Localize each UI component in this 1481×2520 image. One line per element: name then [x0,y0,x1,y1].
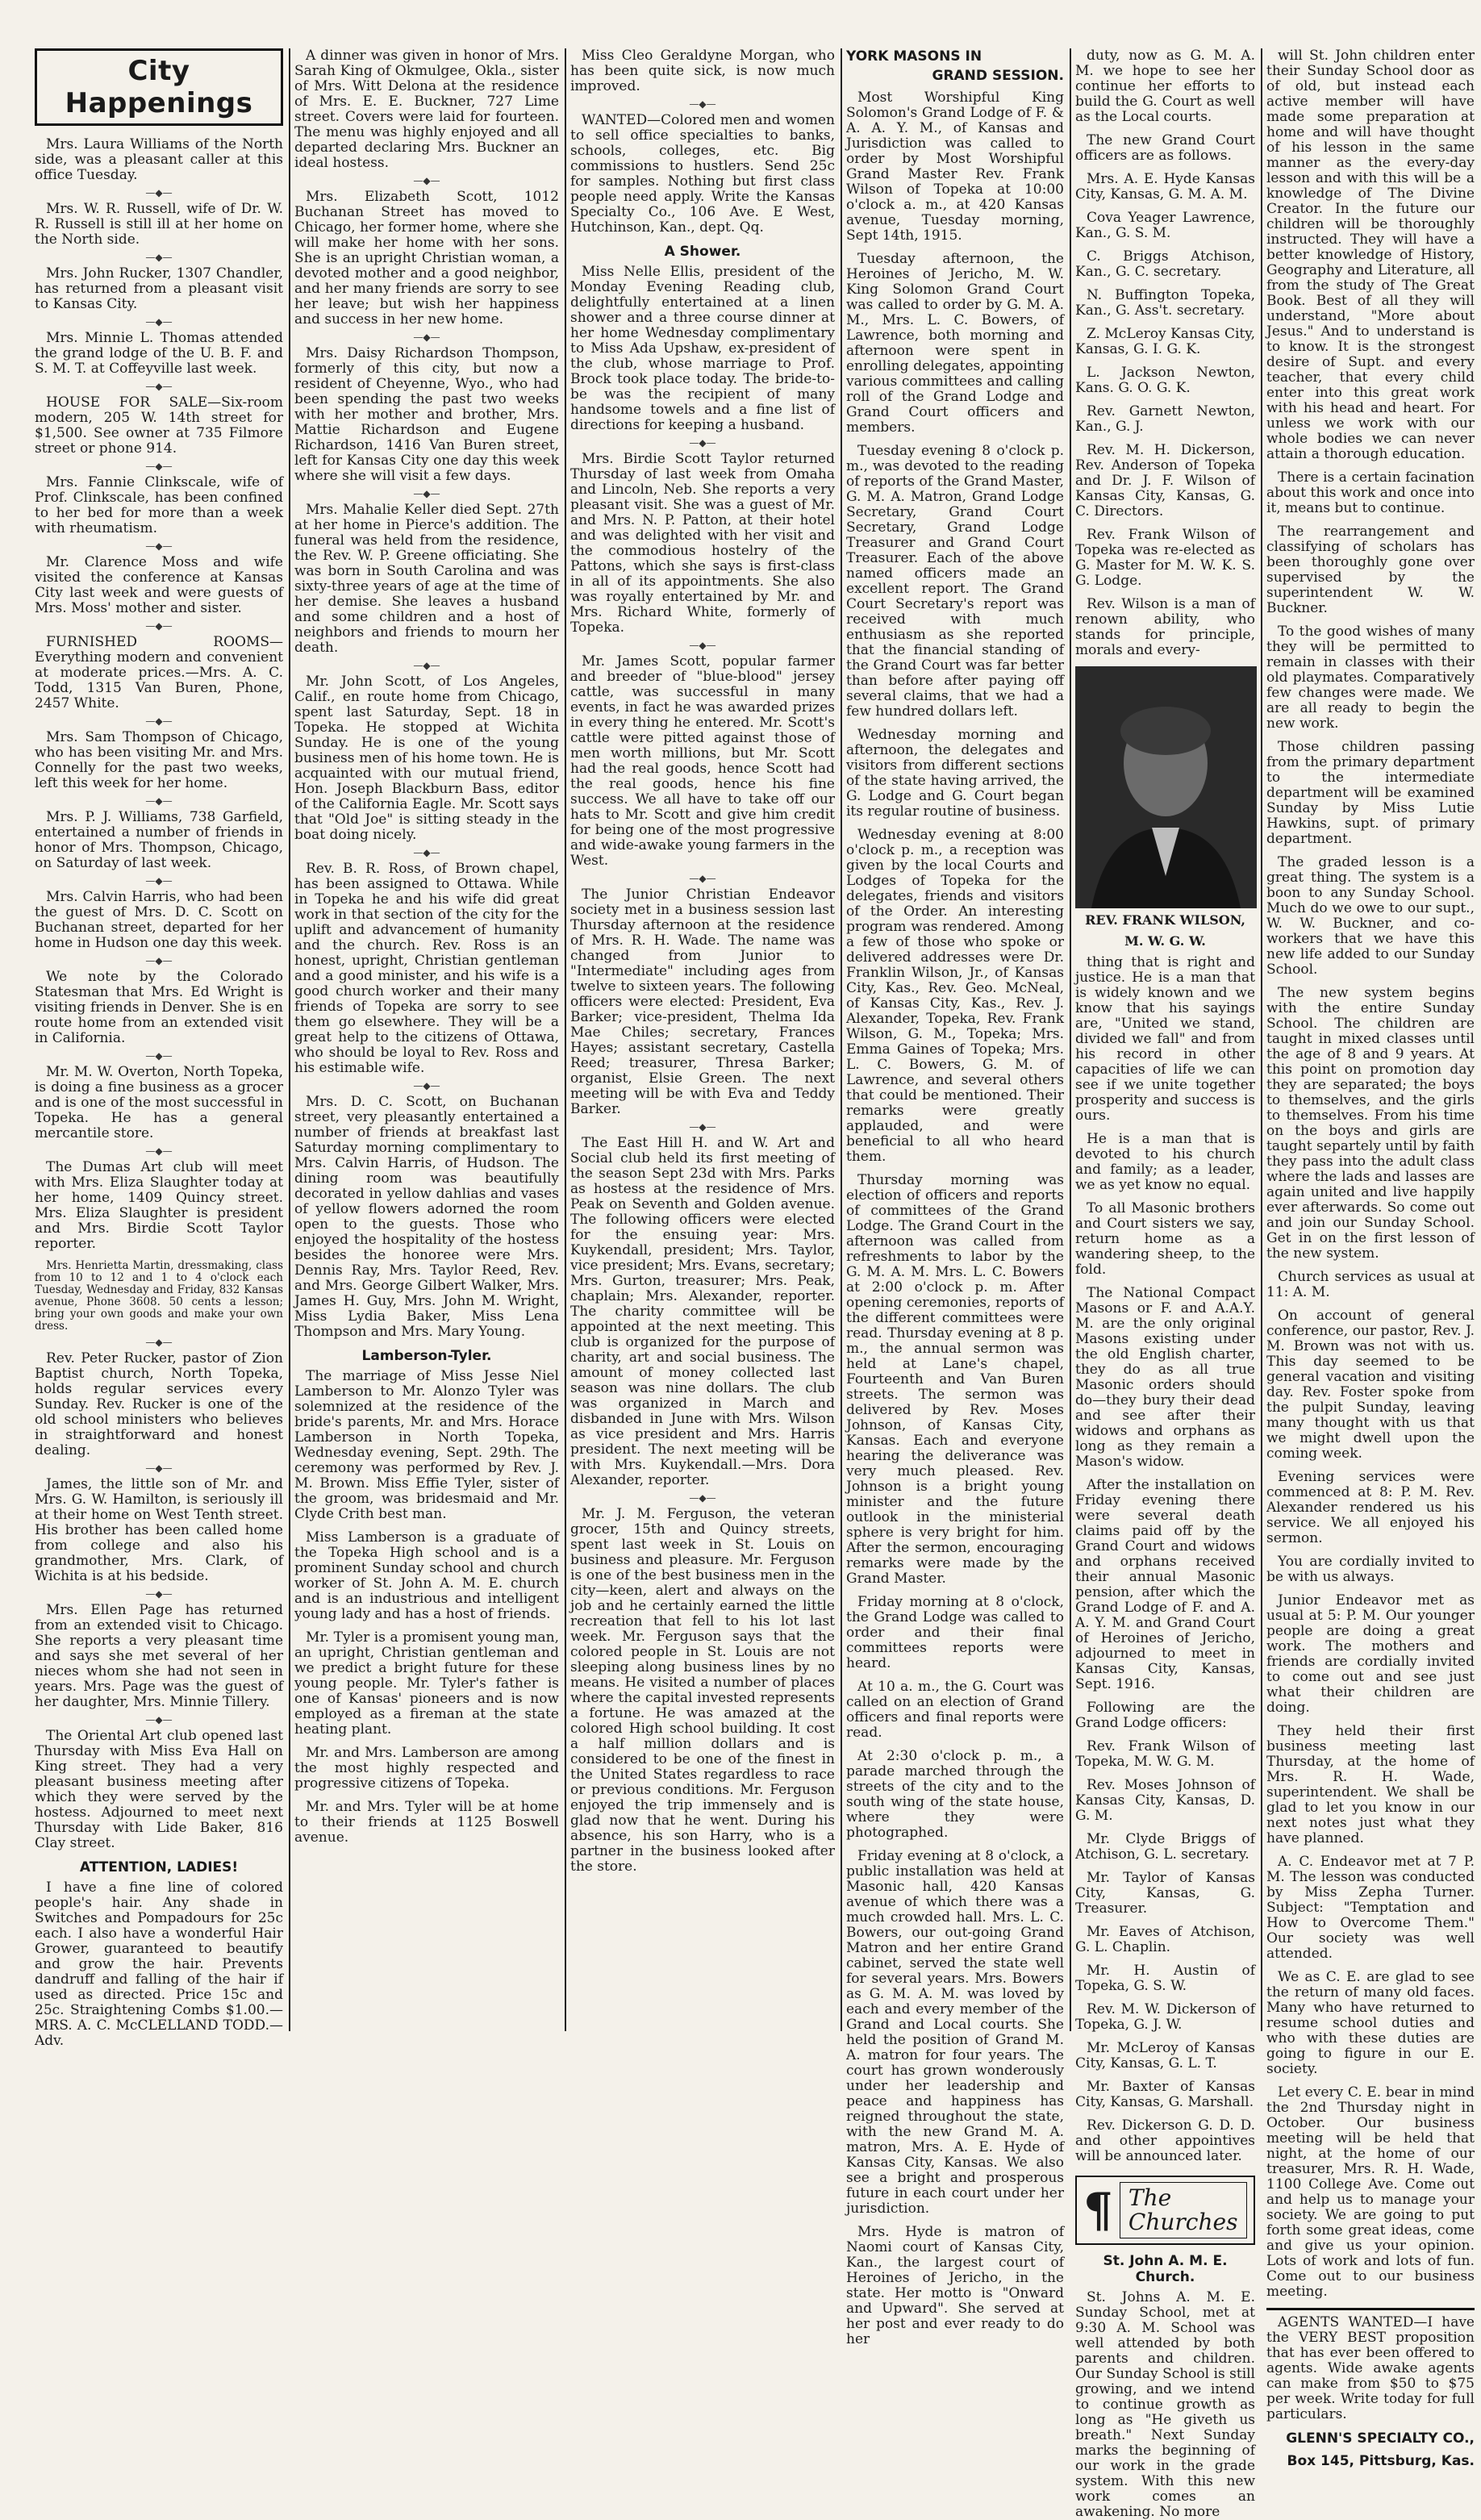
churches-label: The Churches [1120,2182,1247,2238]
article-paragraph: The marriage of Miss Jesse Niel Lamberson to Mr. Alonzo Tyler was solemnized at the residence of the bride's parents, Mr. and Mrs. Horace Lamberson in North Topeka, Wednesday evening, Sept. 29th. The ceremony was performed by Rev. J. M. Brown. Miss Effie Tyler, sister of the groom, was bridesmaid and Mr. Clyde Crith best man. [294,1368,559,1522]
article-paragraph: Mr. John Scott, of Los Angeles, Calif., en route home from Chicago, spent last Saturday, Sept. 18 in Topeka. He stopped at Wichita Sunday. He is one of the young business men of his home town. He is acquainted with our mutual friend, Hon. Joseph Blackburn Bass, editor of the California Eagle. Mr. Scott says that "Old Joe" is sitting steady in the boat doing nicely. [294,674,559,843]
article-paragraph: will St. John children enter their Sunday School door as of old, but instead each active member will have made some preparation at home and will have thought of his lesson in the same manner as the every-day lesson and with this will be a knowledge of The Divine Creator. In the future our children will be thoroughly instructed. They will have a better knowledge of History, Geography and Literature, all from the study of The Great Book. Best of all they will understand, "More about Jesus." And to understand is to know. It is the strongest desire of Supt. and every teacher, that every child enter into this great work with his head and heart. For unless we work with our whole bodies we can never attain a thorough education. [1266,48,1475,462]
article-paragraph: The new system begins with the entire Sunday School. The children are taught in mixed classes until the age of 8 and 9 years. At this point on promotion day they are separated; the boys to themselves, and the girls to themselves. From his time on the boys and girls are taught separtely until by faith they pass into the adult class where the lads and lasses are again united and live happily ever afterwards. So come out and join our Sunday School. Get in on the first lesson of the new system. [1266,985,1475,1262]
article-paragraph: Rev. Frank Wilson of Topeka, M. W. G. M. [1075,1738,1255,1770]
article-paragraph: You are cordially invited to be with us always. [1266,1554,1475,1585]
column-1-items [35,137,283,1252]
article-paragraph: Miss Nelle Ellis, president of the Monday Evening Reading club, delightfully entertained at a linen shower and a three course dinner at her home Wednesday complimentary to Miss Ada Upshaw, ex-president of the club, whose marriage to Prof. Brock took place today. The bride-to-be was the recipient of many handsome towels and a fine list of directions for keeping a husband. [570,264,835,433]
article-paragraph: A dinner was given in honor of Mrs. Sarah King of Okmulgee, Okla., sister of Mrs. Witt Delona at the residence of Mrs. E. E. Buckner, 727 Lime street. Covers were laid for fourteen. The menu was highly enjoyed and all departed declaring Mrs. Buckner an ideal hostess. [294,48,559,171]
article-paragraph: Mrs. W. R. Russell, wife of Dr. W. R. Russell is still ill at her home on the North side. [35,201,283,248]
separator: —◆— [145,540,173,552]
article-paragraph: Mrs. Daisy Richardson Thompson, formerly of this city, but now a resident of Cheyenne, Wyo., who had been spending the past two weeks with her mother and brother, Mrs. Mattie Richardson and Eugene Richardson, 1416 Van Buren street, left for Kansas City one day this week where she will visit a few days. [294,345,559,484]
column-2-items [294,48,559,1340]
article-paragraph: N. Buffington Topeka, Kan., G. Ass't. secretary. [1075,287,1255,319]
article-paragraph: WANTED—Colored men and women to sell office specialties to banks, schools, colleges, etc. Big commissions to hustlers. Send 25c for samples. Nothing but first class people need apply. Write the Kansas Specialty Co., 106 Ave. E West, Hutchinson, Kan., dept. Qq. [570,112,835,236]
article-paragraph: Mr. James Scott, popular farmer and breeder of "blue-blood" jersey cattle, was successful in many events, in fact he was awarded prizes in every thing he entered. Mr. Scott's cattle were pitted against those of men worth millions, but Mr. Scott had the real goods, hence Scott had the real goods, hence his fine success. We all have to take off our hats to Mr. Scott and give him credit for being one of the most progressive and wide-awake young farmers in the West. [570,653,835,869]
article-paragraph: Tuesday evening 8 o'clock p. m., was devoted to the reading of reports of the Grand Master, G. M. A. Matron, Grand Lodge Secretary, Grand Court Secretary, Grand Lodge Treasurer and Grand Court Treasurer. Each of the above named officers made an excellent report. The Grand Court Secretary's report was received with much enthusiasm as she reported that the financial standing of the Grand Court was far better than before after paying off several claims, that we had a few hundred dollars left. [846,443,1064,720]
article-paragraph: Miss Cleo Geraldyne Morgan, who has been quite sick, is now much improved. [570,48,835,94]
separator: —◆— [145,252,173,263]
article-paragraph: Friday morning at 8 o'clock, the Grand Lodge was called to order and their final committees reports were heard. [846,1594,1064,1671]
separator: —◆— [413,332,440,343]
photo-caption-line1: REV. FRANK WILSON, [1085,912,1245,928]
article-paragraph: Mr. Tyler is a promisent young man, an upright, Christian gentleman and we predict a bright future for these young people. Mr. Tyler's father is one of Kansas' pioneers and is now employed as a fireman at the state heating plant. [294,1629,559,1738]
separator: —◆— [145,1714,173,1725]
article-paragraph: Rev. Dickerson G. D. D. and other appointives will be announced later. [1075,2117,1255,2164]
article-paragraph: We as C. E. are glad to see the return of many old faces. Many who have returned to resume school duties and who with these duties are going to figure in our E. society. [1266,1969,1475,2077]
article-paragraph: Let every C. E. bear in mind the 2nd Thursday night in October. Our business meeting will be held that night, at the home of our treasurer, Mrs. R. H. Wade, 1100 College Ave. Come out and help us to manage your society. We are going to put forth some great ideas, come and give us your opinion. Lots of work and lots of fun. Come out to our business meeting. [1266,2084,1475,2300]
article-paragraph: He is a man that is devoted to his church and family; as a leader, we as yet know no equal. [1075,1131,1255,1193]
separator: —◆— [689,640,716,651]
newspaper-page [31,48,1479,2520]
article-paragraph: Mr. Taylor of Kansas City, Kansas, G. Treasurer. [1075,1870,1255,1917]
article-paragraph: Mr. H. Austin of Topeka, G. S. W. [1075,1963,1255,1994]
separator: —◆— [145,1050,173,1062]
column-3b-items [570,265,835,1875]
column-1b-items [35,1351,283,1851]
article-paragraph: The Dumas Art club will meet with Mrs. Eliza Slaughter today at her home, 1409 Quincy street. Mrs. Eliza Slaughter is president and Mrs. Birdie Scott Taylor reporter. [35,1159,283,1252]
separator: —◆— [689,437,716,449]
article-paragraph: Mrs. Minnie L. Thomas attended the grand lodge of the U. B. F. and S. M. T. at Coffeyville last week. [35,330,283,377]
article-paragraph: Z. McLeroy Kansas City, Kansas, G. I. G. K. [1075,326,1255,357]
article-paragraph: Miss Lamberson is a graduate of the Topeka High school and is a prominent Sunday school and church worker of St. John A. M. E. church and is an industrious and intelligent young lady and has a host of friends. [294,1529,559,1622]
article-paragraph: Rev. Frank Wilson of Topeka was re-elected as G. Master for M. W. K. S. G. Lodge. [1075,527,1255,589]
column-5 [1070,48,1259,2520]
wedding-heading: Lamberson-Tyler. [361,1348,492,1364]
article-paragraph: Mrs. Fannie Clinkscale, wife of Prof. Clinkscale, has been confined to her bed for more than a week with rheumatism. [35,474,283,536]
article-paragraph: Mrs. Birdie Scott Taylor returned Thursday of last week from Omaha and Lincoln, Neb. She reports a very pleasant visit. She was a guest of Mr. and Mrs. N. P. Patton, at their hotel and was delighted with her visit and the commodious hostelry of the Pattons, which she says is first-class in all of its appointments. She also was royally entertained by Mr. and Mrs. Richard White, formerly of Topeka. [570,451,835,636]
separator: —◆— [689,1492,716,1504]
article-paragraph: There is a certain facination about this work and once into it, means but to continue. [1266,469,1475,516]
article-paragraph: At 10 a. m., the G. Court was called on an election of Grand officers and final reports were read. [846,1679,1064,1741]
article-paragraph: Mr. Eaves of Atchison, G. L. Chaplin. [1075,1924,1255,1955]
article-paragraph: Rev. Wilson is a man of renown ability, who stands for principle, morals and every- [1075,596,1255,658]
column-5b-items [1075,955,1255,2164]
separator: —◆— [145,1145,173,1157]
article-paragraph: Mrs. Calvin Harris, who had been the guest of Mrs. D. C. Scott on Buchanan street, departed for her home in Hudson one day this week. [35,889,283,951]
separator: —◆— [689,1121,716,1133]
article-paragraph: Mr. Clyde Briggs of Atchison, G. L. secretary. [1075,1831,1255,1863]
article-paragraph: The National Compact Masons or F. and A.A.Y. M. are the only original Masons existing under the old English charter, they do as all true Masonic orders should do—they bury their dead and see after their widows and orphans as long as they remain a Mason's widow. [1075,1285,1255,1470]
column-2 [289,48,563,2031]
article-paragraph: Mrs. Ellen Page has returned from an extended visit to Chicago. She reports a very pleasant time and says she met several of her nieces whom she had not seen in years. Mrs. Page was the guest of her daughter, Mrs. Minnie Tillery. [35,1602,283,1710]
separator: —◆— [145,1462,173,1474]
column-4 [841,48,1068,2347]
agents-ad-block [1266,2308,1475,2469]
separator: —◆— [145,716,173,727]
masons-heading-line1: YORK MASONS IN [846,48,982,65]
article-paragraph: Mr. and Mrs. Tyler will be at home to their friends at 1125 Boswell avenue. [294,1799,559,1846]
portrait-photo [1075,666,1257,908]
church-notes: St. Johns A. M. E. Sunday School, met at 9:30 A. M. School was well attended by both parents and children. Our Sunday School is still growing, and we intend to continue growth as long as "He giveth us breath." Next Sunday marks the beginning of our work in the grade system. With this new work comes an awakening. No more [1075,2289,1255,2520]
article-paragraph: Junior Endeavor met as usual at 5: P. M. Our younger people are doing a great work. The mothers and friends are cordially invited to come out and see just what their children are doing. [1266,1592,1475,1716]
article-paragraph: Wednesday evening at 8:00 o'clock p. m., a reception was given by the local Courts and Lodges of Topeka for the delegates, friends and visitors of the Order. An interesting program was rendered. Among a few of those who spoke or delivered addresses were Dr. Franklin Wilson, Jr., of Kansas City, Kas., Rev. Geo. McNeal, of Kansas City, Kas., Rev. J. Alexander, Topeka, Rev. Frank Wilson, G. M., Topeka; Mrs. Emma Gaines of Topeka; Mrs. L. C. Bowers, G. M. of Lawrence, and several others that could be mentioned. Their remarks were greatly applauded, and were beneficial to all who heard them. [846,827,1064,1165]
ad-heading: ATTENTION, LADIES! [79,1859,239,1875]
article-paragraph: Rev. Garnett Newton, Kan., G. J. [1075,403,1255,435]
article-paragraph: We note by the Colorado Statesman that Mrs. Ed Wright is visiting friends in Denver. She is en route home from an extended visit in California. [35,969,283,1046]
article-paragraph: Mrs. John Rucker, 1307 Chandler, has returned from a pleasant visit to Kansas City. [35,265,283,312]
article-paragraph: Mrs. Mahalie Keller died Sept. 27th at her home in Pierce's addition. The funeral was held from the residence, the Rev. W. P. Greene officiating. She was born in South Carolina and was sixty-three years of age at the time of her demise. She leaves a husband and some children and a host of neighbors and friends to mourn her death. [294,502,559,656]
article-paragraph: Rev. Peter Rucker, pastor of Zion Baptist church, North Topeka, holds regular services every Sunday. Rev. Rucker is one of the old school ministers who believes in straightforward and honest dealing. [35,1350,283,1458]
article-paragraph: The East Hill H. and W. Art and Social club held its first meeting of the season Sept 23d with Mrs. Parks as hostess at the residence of Mrs. Peak on Seventh and Golden avenue. The following officers were elected for the ensuing year: Mrs. Kuykendall, president; Mrs. Taylor, vice president; Mrs. Evans, secretary; Mrs. Gurton, treasurer; Mrs. Peak, chaplain; Mrs. Alexander, reporter. The charity committee will be appointed at the next meeting. This club is organized for the purpose of charity, art and social business. The amount of money collected last season was nine dollars. The club was organized in March and disbanded in June with Mrs. Wilson as vice president and Mrs. Harris president. The next meeting will be with Mrs. Kuykendall.—Mrs. Dora Alexander, reporter. [570,1135,835,1488]
column-6 [1261,48,1479,2469]
article-paragraph: The rearrangement and classifying of scholars has been thoroughly gone over supervised by the superintendent W. W. Buckner. [1266,524,1475,616]
separator: —◆— [413,1080,440,1091]
article-paragraph: Rev. M. W. Dickerson of Topeka, G. J. W. [1075,2001,1255,2033]
masthead: City Happenings [35,48,283,126]
article-paragraph: Church services as usual at 11: A. M. [1266,1269,1475,1300]
separator: —◆— [145,875,173,887]
article-paragraph: Most Worshipful King Solomon's Grand Lodge of F. & A. A. Y. M., of Kansas and Jurisdiction was called to order by Most Worshipful Grand Master Rev. Frank Wilson of Topeka at 10:00 o'clock a. m., at 420 Kansas avenue, Tuesday morning, Sept 14th, 1915. [846,90,1064,244]
separator: —◆— [413,175,440,186]
separator: —◆— [145,381,173,392]
article-paragraph: Mr. Clarence Moss and wife visited the conference at Kansas City last week and were guests of Mrs. Moss' mother and sister. [35,554,283,616]
article-paragraph: Thursday morning was election of officers and reports of committees of the Grand Lodge. The Grand Court in the afternoon was called from refreshments to labor by the G. M. A. M. Mrs. L. C. Bowers at 2:00 o'clock p. m. After opening ceremonies, reports of the different committees were read. Thursday evening at 8 p. m., the annual sermon was held at Lane's chapel, Fourteenth and Van Buren streets. The sermon was delivered by Rev. Moses Johnson, of Kansas City, Kansas. Each and everyone hearing the deliverance was very much pleased. Rev. Johnson is a bright young minister and the future outlook in the ministerial sphere is very bright for him. After the sermon, encouraging remarks were made by the Grand Master. [846,1172,1064,1587]
column-2b-items [294,1369,559,1846]
article-paragraph: Mrs. Sam Thompson of Chicago, who has been visiting Mr. and Mrs. Connelly for the past two weeks, left this week for her home. [35,729,283,791]
article-paragraph: The Oriental Art club opened last Thursday with Miss Eva Hall on King street. They had a very pleasant business meeting after which they were served by the hostess. Adjourned to meet next Thursday with Lide Baker, 816 Clay street. [35,1728,283,1851]
church-heading: St. John A. M. E. Church. [1103,2253,1228,2285]
separator: —◆— [145,1588,173,1600]
agents-ad-signature-2: Box 145, Pittsburg, Kas. [1287,2453,1475,2469]
article-paragraph: duty, now as G. M. A. M. we hope to see her continue her efforts to build the G. Court as well as the Local courts. [1075,48,1255,125]
article-paragraph: C. Briggs Atchison, Kan., G. C. secretary. [1075,248,1255,280]
portrait-image [1075,666,1257,908]
separator: —◆— [145,955,173,966]
article-paragraph: Mrs. Laura Williams of the North side, was a pleasant caller at this office Tuesday. [35,136,283,183]
agents-ad: AGENTS WANTED—I have the VERY BEST proposition that has ever been offered to agents. Wide awake agents can make from $50 to $75 per week. Write today for full particulars. [1266,2314,1475,2422]
article-paragraph: Rev. B. R. Ross, of Brown chapel, has been assigned to Ottawa. While in Topeka he and his wife did great work in that section of the city for the uplift and advancement of humanity and the church. Rev. Ross is an honest, upright, Christian gentleman and a good minister, and his wife is a good church worker and their many friends of Topeka are sorry to see them go elsewhere. They will be a great help to the citizens of Ottawa, who should be loyal to Rev. Ross and his estimable wife. [294,861,559,1076]
article-paragraph: thing that is right and justice. He is a man that is widely known and we know that his sayings are, "United we stand, divided we fall" and from his record in other capacities of life we can see if we unite together prosperity and success is ours. [1075,954,1255,1124]
article-paragraph: To all Masonic brothers and Court sisters we say, return home as a wandering sheep, to the fold. [1075,1200,1255,1278]
article-paragraph: Friday evening at 8 o'clock, a public installation was held at Masonic hall, 420 Kansas avenue of which there was a much crowded hall. Mrs. L. C. Bowers, our out-going Grand Matron and her entire Grand cabinet, served the state well for several years. Mrs. Bowers as G. M. A. M. was loved by each and every member of the Grand and Local courts. She held the position of Grand M. A. matron for four years. The court has grown wonderously under her leadership and peace and happiness has reigned throughout the state, with the new Grand M. A. matron, Mrs. A. E. Hyde of Kansas City, Kansas. We also see a bright and prosperous future in each court under her jurisdiction. [846,1848,1064,2217]
article-paragraph: HOUSE FOR SALE—Six-room modern, 205 W. 14th street for $1,500. See owner at 735 Filmore street or phone 914. [35,394,283,457]
article-paragraph: Rev. M. H. Dickerson, Rev. Anderson of Topeka and Dr. J. F. Wilson of Kansas City, Kansas, G. C. Directors. [1075,442,1255,519]
article-paragraph: On account of general conference, our pastor, Rev. J. M. Brown was not with us. This day seemed to be general vacation and visiting day. Rev. Foster spoke from the pulpit Sunday, leaving many thought with us that we might dwell upon the coming week. [1266,1308,1475,1462]
article-paragraph: James, the little son of Mr. and Mrs. G. W. Hamilton, is seriously ill at their home on West Tenth street. His brother has been called home from college and also his grandmother, Mrs. Clark, of Wichita is at his bedside. [35,1476,283,1584]
article-paragraph: After the installation on Friday evening there were several death claims paid off by the Grand Court and widows and orphans received their annual Masonic pension, after which the Grand Lodge of F. and A. A. Y. M. and Grand Court of Heroines of Jericho, adjourned to meet in Kansas City, Kansas, Sept. 1916. [1075,1477,1255,1692]
article-paragraph: Mr. M. W. Overton, North Topeka, is doing a fine business as a grocer and is one of the most successful in Topeka. He has a general mercantile store. [35,1064,283,1141]
article-paragraph: At 2:30 o'clock p. m., a parade marched through the streets of the city and to the south wing of the state house, where they were photographed. [846,1748,1064,1841]
separator: —◆— [413,847,440,858]
article-paragraph: The Junior Christian Endeavor society met in a business session last Thursday afternoon at the residence of Mrs. R. H. Wade. The name was changed from Junior to "Intermediate" including ages from twelve to sixteen years. The following officers were elected: President, Eva Barker; vice-president, Thelma Ida Mae Chiles; secretary, Frances Hayes; assistant secretary, Castella Reed; treasurer, Thresa Barker; organist, Elsie Green. The next meeting will be with Eva and Teddy Barker. [570,887,835,1117]
separator: —◆— [689,98,716,110]
column-1 [31,48,287,2049]
article-paragraph: Mr. McLeroy of Kansas City, Kansas, G. L. T. [1075,2040,1255,2071]
article-paragraph: The new Grand Court officers are as follows. [1075,132,1255,164]
article-paragraph: Mr. Baxter of Kansas City, Kansas, G. Marshall. [1075,2079,1255,2110]
article-paragraph: Mrs. P. J. Williams, 738 Garfield, entertained a number of friends in honor of Mrs. Thompson, Chicago, on Saturday of last week. [35,809,283,871]
separator: —◆— [145,795,173,807]
article-paragraph: Those children passing from the primary department to the intermediate department will be examined Sunday by Miss Lutie Hawkins, supt. of primary department. [1266,739,1475,847]
separator: —◆— [145,620,173,632]
hair-ad: I have a fine line of colored people's hair. Any shade in Switches and Pompadours for 25c each. I also have a wonderful Hair Grower, guaranteed to beautify and grow the hair. Prevents dandruff and falling of the hair if used as directed. Price 15c and 25c. Straightening Combs $1.00.—MRS. A. C. McCLELLAND TODD.—Adv. [35,1880,283,2049]
column-3 [565,48,839,2031]
churches-banner [1075,2176,1255,2245]
column-6-items [1266,48,1475,2300]
article-paragraph: L. Jackson Newton, Kans. G. O. G. K. [1075,365,1255,396]
article-paragraph: Evening services were commenced at 8: P. M. Rev. Alexander rendered us his service. We all enjoyed his sermon. [1266,1469,1475,1546]
article-paragraph: Rev. Moses Johnson of Kansas City, Kansas, D. G. M. [1075,1777,1255,1824]
article-paragraph: To the good wishes of many they will be permitted to remain in classes with their old playmates. Comparatively few changes were made. We are all ready to begin the new work. [1266,624,1475,732]
separator: —◆— [413,488,440,499]
shower-heading: A Shower. [664,244,741,260]
article-paragraph: Wednesday morning and afternoon, the delegates and visitors from different sections of the state having arrived, the G. Lodge and G. Court began its regular routine of business. [846,727,1064,820]
dressmaking-ad: Mrs. Henrietta Martin, dressmaking, class from 10 to 12 and 1 to 4 o'clock each Tuesday, Wednesday and Friday, 832 Kansas avenue, Phone 3608. 50 cents a lesson; bring your own goods and make your own dress. [35,1259,283,1333]
article-paragraph: Mr. and Mrs. Lamberson are among the most highly respected and progressive citizens of Topeka. [294,1745,559,1792]
separator: —◆— [145,1337,173,1348]
article-paragraph: Mrs. Hyde is matron of Naomi court of Kansas City, Kan., the largest court of Heroines of Jericho, in the state. Her motto is "Onward and Upward". She served at her post and ever ready to do her [846,2224,1064,2347]
article-paragraph: They held their first business meeting last Thursday, at the home of Mrs. R. H. Wade, superintendent. We shall be glad to let you know in our next notes just what they have planned. [1266,1723,1475,1846]
article-paragraph: A. C. Endeavor met at 7 P. M. The lesson was conducted by Miss Zepha Turner. Subject: "Temptation and How to Overcome Them." Our society was well attended. [1266,1854,1475,1962]
separator: —◆— [145,187,173,198]
separator: —◆— [689,873,716,884]
column-5-items [1075,48,1255,658]
article-paragraph: Following are the Grand Lodge officers: [1075,1700,1255,1731]
separator: —◆— [145,316,173,328]
separator: —◆— [145,461,173,472]
separator: —◆— [413,660,440,671]
article-paragraph: Mr. J. M. Ferguson, the veteran grocer, 15th and Quincy streets, spent last week in St. Louis on business and pleasure. Mr. Ferguson is one of the best business men in the city—keen, alert and always on the job and he certainly earned the little recreation that fell to his lot last week. Mr. Ferguson says that the colored people in St. Louis are not sleeping along business lines by no means. He visited a number of places where the capital invested represents a fortune. He was amazed at the colored High school building. It cost a half million dollars and is considered to be one of the finest in the United States regardless to race or previous conditions. Mr. Ferguson enjoyed the trip immensely and is glad now that he went. During his absence, his son Harry, who is a partner in the business looked after the store. [570,1506,835,1875]
article-paragraph: Tuesday afternoon, the Heroines of Jericho, M. W. King Solomon Grand Court was called to order by G. M. A. M., Mrs. L. C. Bowers, of Lawrence, both morning and afternoon were spent in enrolling delegates, appointing various committees and calling roll of the Grand Lodge and Grand Court officers and members. [846,251,1064,436]
masons-heading-line2: GRAND SESSION. [932,68,1064,84]
article-paragraph: Mrs. Elizabeth Scott, 1012 Buchanan Street has moved to Chicago, her former home, where she will make her home with her sons. She is an upright Christian woman, a devoted mother and a good neighbor, and her many friends are sorry to see her leave; but wish her happiness and success in her new home. [294,189,559,328]
column-4-items [846,90,1064,2347]
article-paragraph: FURNISHED ROOMS—Everything modern and convenient at moderate prices.—Mrs. A. C. Todd, 1315 Van Buren, Phone, 2457 White. [35,634,283,711]
pilcrow-icon: ¶ [1083,2183,1113,2238]
column-3-items [570,48,835,236]
agents-ad-signature-1: GLENN'S SPECIALTY CO., [1286,2430,1475,2447]
article-paragraph: Mrs. A. E. Hyde Kansas City, Kansas, G. M. A. M. [1075,171,1255,202]
article-paragraph: Mrs. D. C. Scott, on Buchanan street, very pleasantly entertained a number of friends at breakfast last Saturday morning complimentary to Mrs. Calvin Harris, of Hudson. The dining room was beautifully decorated in yellow dahlias and vases of yellow flowers adorned the room open to the guests. Those who enjoyed the hospitality of the hostess besides the honoree were Mrs. Dennis Ray, Mrs. Taylor Reed, Rev. and Mrs. George Gilbert Walker, Mrs. James H. Guy, Mrs. John M. Wright, Miss Lydia Baker, Miss Lena Thompson and Mrs. Mary Young. [294,1094,559,1340]
article-paragraph: Cova Yeager Lawrence, Kan., G. S. M. [1075,210,1255,241]
photo-caption-line2: M. W. G. W. [1124,933,1206,949]
article-paragraph: The graded lesson is a great thing. The system is a boon to any Sunday School. Much do we owe to our supt., W. W. Buckner, and co-workers that we have this new life added to our Sunday School. [1266,854,1475,978]
